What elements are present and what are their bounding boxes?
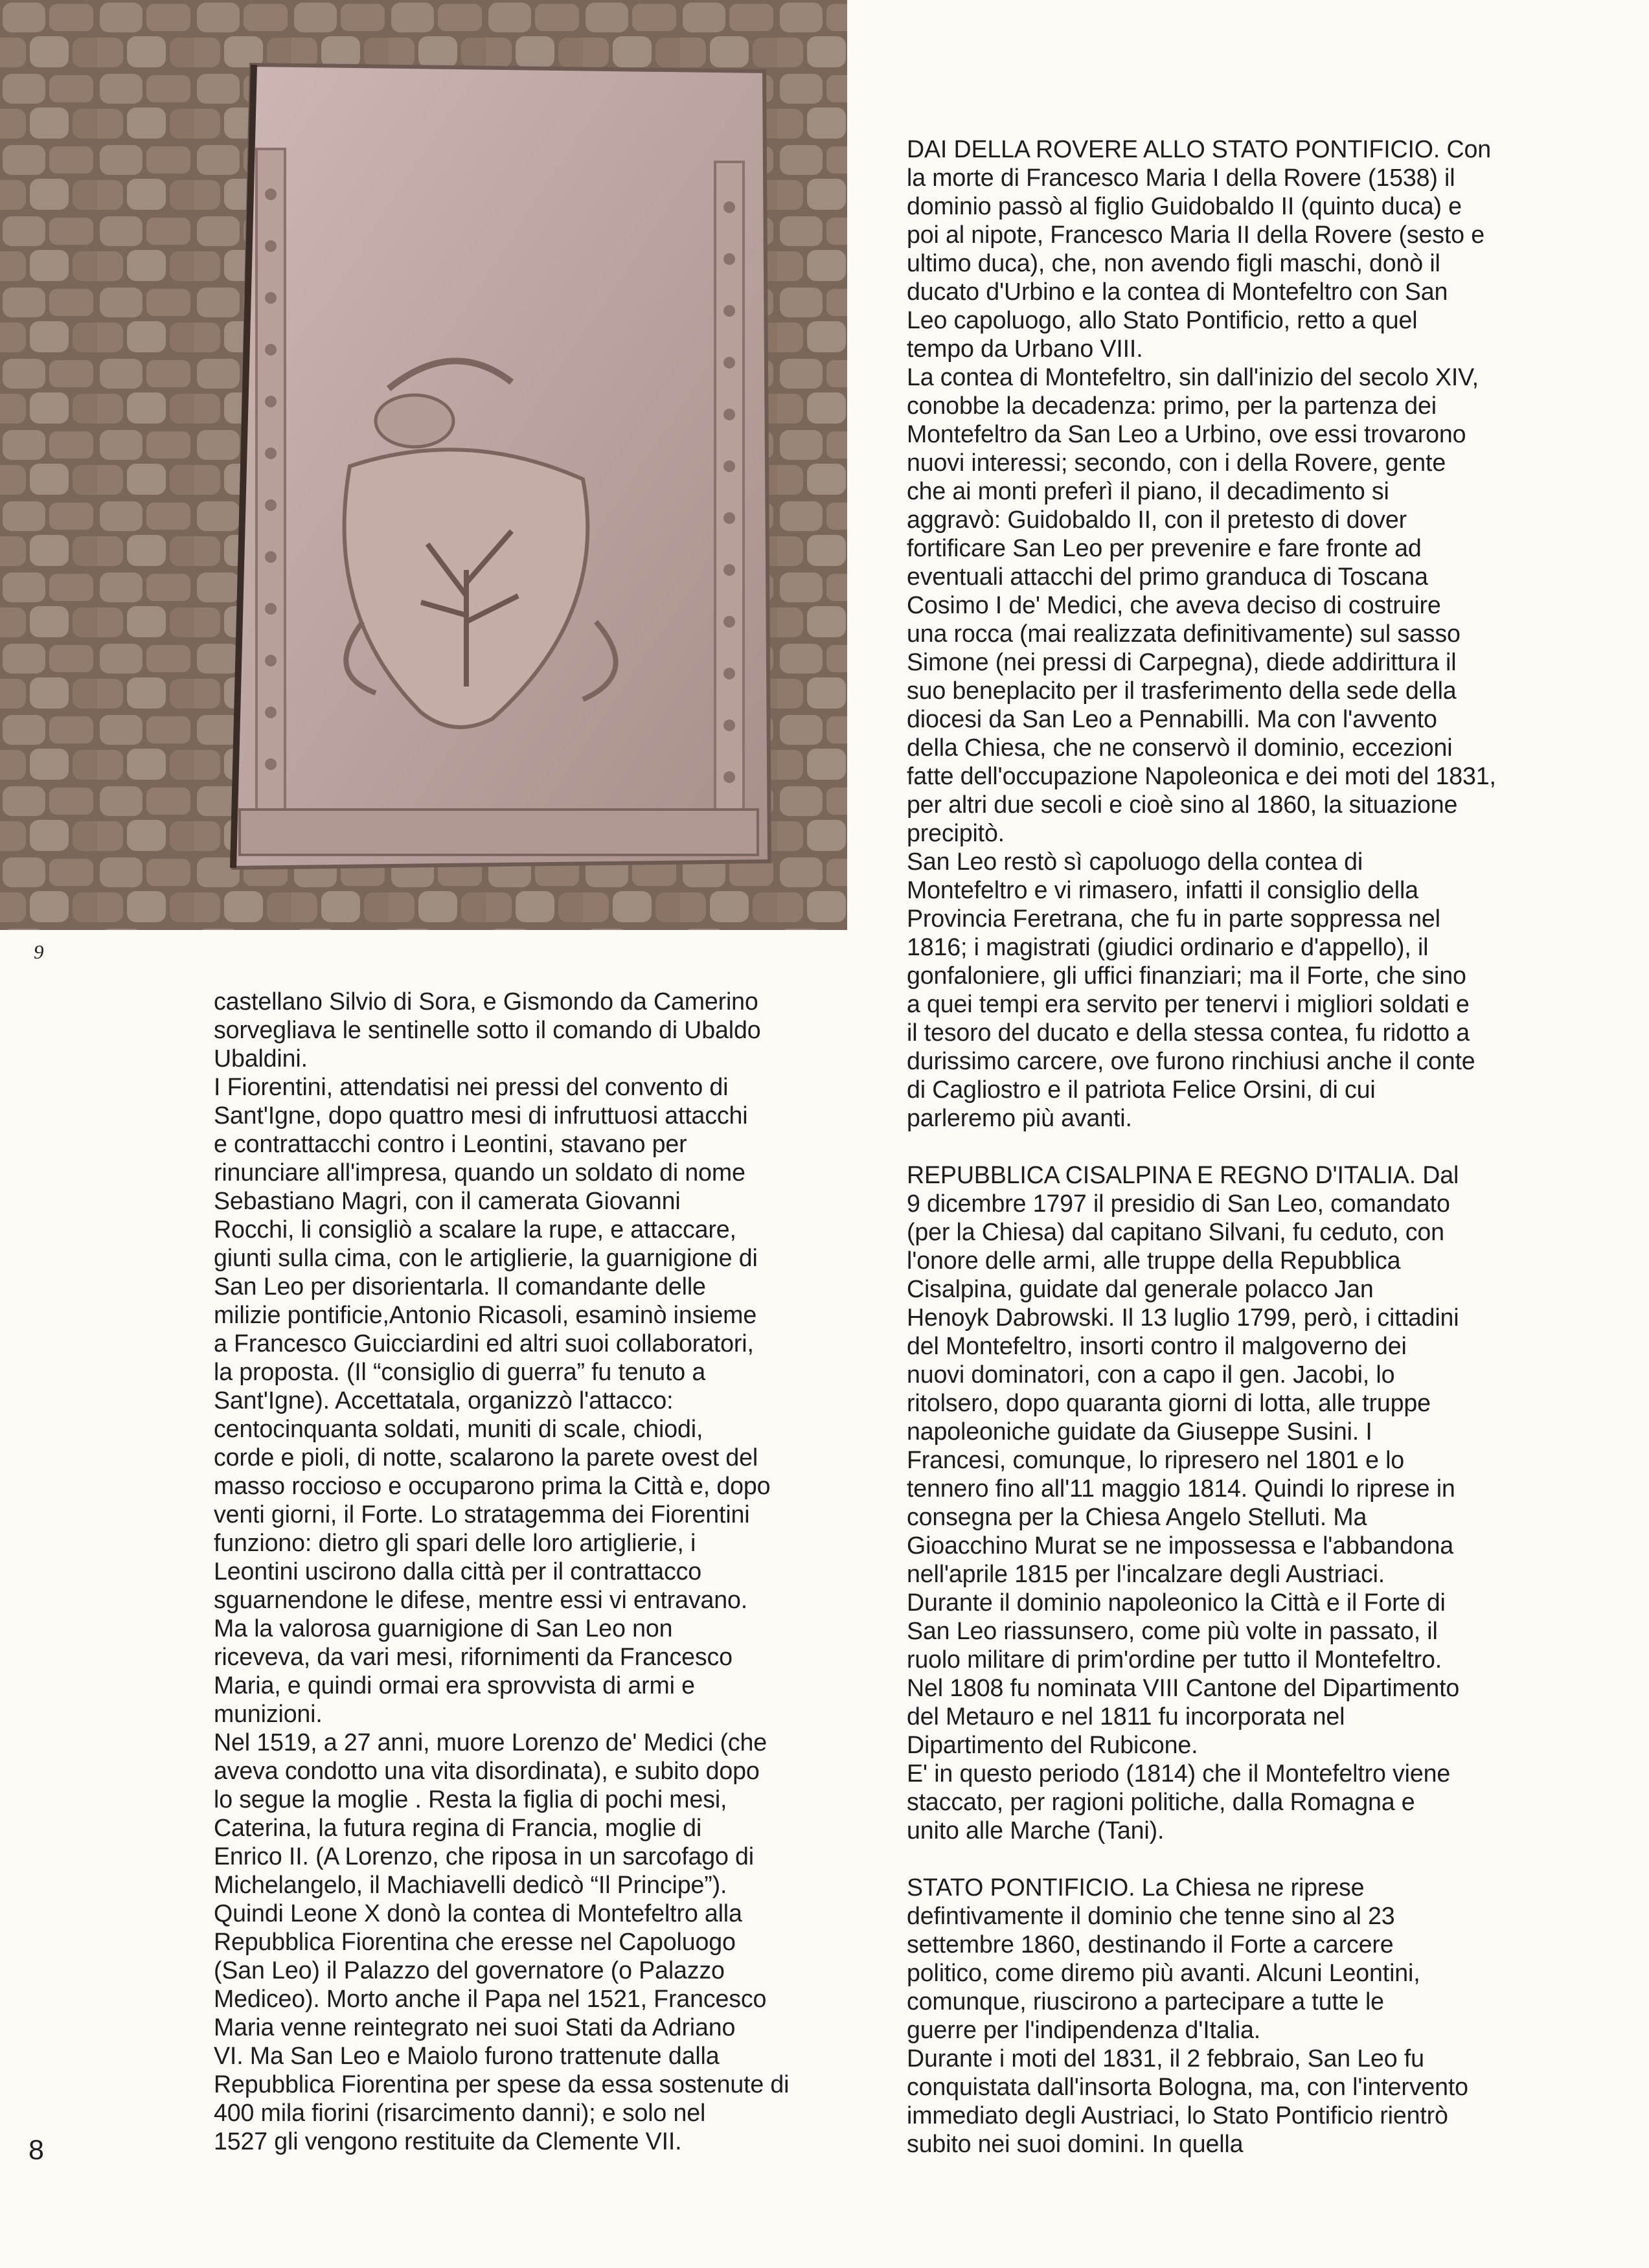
paragraph: castellano Silvio di Sora, e Gismondo da Camerino sorvegliava le sentinelle sotto il comando di Ubaldo Ubaldini. (214, 988, 761, 1072)
paragraph: Durante i moti del 1831, il 2 febbraio, San Leo fu conquistata dall'insorta Bologna, ma, con l'intervento immediato degli Austriaci, lo Stato Pontificio rientrò subito nei suoi domini. In quella (907, 2045, 1468, 2157)
right-column (907, 135, 1593, 2158)
paragraph: San Leo restò sì capoluogo della contea di Montefeltro e vi rimasero, infatti il consiglio della Provincia Feretrana, che fu in parte soppressa nel 1816; i magistrati (giudici ordinario e d'appello), il gonfaloniere, gli uffici finanziari; ma il Forte, che sino a quei tempi era servito per tenervi i migliori soldati e il tesoro del ducato e della stessa contea, fu ridotto a durissimo carcere, ove furono rinchiusi anche il conte di Cagliostro e il patriota Felice Orsini, di cui parleremo più avanti. (907, 848, 1475, 1131)
section-repubblica-cisalpina: REPUBBLICA CISALPINA E REGNO D'ITALIA. Dal 9 dicembre 1797 il presidio di San Leo, comandato (per la Chiesa) dal capitano Silvani, fu ceduto, con l'onore delle armi, alle truppe della Repubblica Cisalpina, guidate dal generale polacco Jan Henoyk Dabrowski. Il 13 luglio 1799, però, i cittadini del Montefeltro, insorti contro il malgoverno dei nuovi dominatori, con a capo il gen. Jacobi, lo ritolsero, dopo quaranta giorni di lotta, alle truppe napoleoniche guidate da Giuseppe Susini. I Francesi, comunque, lo ripresero nel 1801 e lo tennero fino all'11 maggio 1814. Quindi lo riprese in consegna per la Chiesa Angelo Stelluti. Ma Gioacchino Murat se ne impossessa e l'abbandona nell'aprile 1815 per l'incalzare degli Austriaci. Durante il dominio napoleonico la Città e il Forte di San Leo riassunsero, come più volte in passato, il ruolo militare di prim'ordine per tutto il Montefeltro. Nel 1808 fu nominata VIII Cantone del Dipartimento del Metauro e nel 1811 fu incorporata nel Dipartimento del Rubicone. (907, 1161, 1460, 1758)
left-column (214, 987, 868, 2155)
paragraph: I Fiorentini, attendatisi nei pressi del convento di Sant'Igne, dopo quattro mesi di infruttuosi attacchi e contrattacchi contro i Leontini, stavano per rinunciare all'impresa, quando un soldato di nome Sebastiano Magri, con il camerata Giovanni Rocchi, li consigliò a scalare la rupe, e attaccare, giunti sulla cima, con le artiglierie, la guarnigione di San Leo per disorientarla. Il comandante delle milizie pontificie,Antonio Ricasoli, esaminò insieme a Francesco Guicciardini ed altri suoi collaboratori, la proposta. (Il “consiglio di guerra” fu tenuto a Sant'Igne). Accettatala, organizzò l'attacco: centocinquanta soldati, muniti di scale, chiodi, corde e pioli, di notte, scalarono la parete ovest del masso roccioso e occuparono prima la Città e, dopo venti giorni, il Forte. Lo stratagemma dei Fiorentini funziono: dietro gli spari delle loro artiglierie, i Leontini uscirono dalla città per il contrattacco sguarnendone le difese, mentre essi vi entravano. Ma la valorosa guarnigione di San Leo non riceveva, da vari mesi, rifornimenti da Francesco Maria, e quindi ormai era sprovvista di armi e munizioni. (214, 1073, 771, 1727)
paragraph: Nel 1519, a 27 anni, muore Lorenzo de' Medici (che aveva condotto una vita disordinata), e subito dopo lo segue la moglie . Resta la figlia di pochi mesi, Caterina, la futura regina di Francia, moglie di Enrico II. (A Lorenzo, che riposa in un sarcofago di Michelangelo, il Machiavelli dedicò “Il Principe”). Quindi Leone X donò la contea di Montefeltro alla Repubblica Fiorentina che eresse nel Capoluogo (San Leo) il Palazzo del governatore (o Palazzo Mediceo). Morto anche il Papa nel 1521, Francesco Maria venne reintegrato nei suoi Stati da Adriano VI. Ma San Leo e Maiolo furono trattenute dalla Repubblica Fiorentina per spese da essa sostenute di 400 mila fiorini (risarcimento danni); e solo nel 1527 gli vengono restituite da Clemente VII. (214, 1729, 790, 2155)
figure-photo (0, 0, 847, 930)
section-stato-pontificio: STATO PONTIFICIO. La Chiesa ne riprese defintivamente il dominio che tenne sino al 23 settembre 1860, destinando il Forte a carcere politico, come diremo più avanti. Alcuni Leontini, comunque, riuscirono a partecipare a tutte le guerre per l'indipendenza d'Italia. (907, 1874, 1420, 2043)
paragraph: E' in questo periodo (1814) che il Montefeltro viene staccato, per ragioni politiche, dalla Romagna e unito alle Marche (Tani). (907, 1760, 1451, 1844)
stone-tablet-coat-of-arms-photo (0, 0, 847, 930)
section-gap (907, 1844, 1593, 1873)
section-dai-della-rovere: DAI DELLA ROVERE ALLO STATO PONTIFICIO. Con la morte di Francesco Maria I della Rovere (1538) il dominio passò al figlio Guidobaldo II (quinto duca) e poi al nipote, Francesco Maria II della Rovere (sesto e ultimo duca), che, non avendo figli maschi, donò il ducato d'Urbino e la contea di Montefeltro con San Leo capoluogo, allo Stato Pontificio, retto a quel tempo da Urbano VIII. (907, 135, 1491, 362)
section-gap (907, 1132, 1593, 1161)
figure-number: 9 (34, 940, 44, 963)
paragraph: La contea di Montefeltro, sin dall'inizio del secolo XIV, conobbe la decadenza: primo, per la partenza dei Montefeltro da San Leo a Urbino, ove essi trovarono nuovi interessi; secondo, con i della Rovere, gente che ai monti preferì il piano, il decadimento si aggravò: Guidobaldo II, con il pretesto di dover fortificare San Leo per prevenire e fare fronte ad eventuali attacchi del primo granduca di Toscana Cosimo I de' Medici, che aveva deciso di costruire una rocca (mai realizzata definitivamente) sul sasso Simone (nei pressi di Carpegna), diede addirittura il suo beneplacito per il trasferimento della sede della diocesi da San Leo a Pennabilli. Ma con l'avvento della Chiesa, che ne conservò il dominio, eccezioni fatte dell'occupazione Napoleonica e dei moti del 1831, per altri due secoli e cioè sino al 1860, la situazione precipitò. (907, 363, 1496, 846)
page-number: 8 (28, 2135, 44, 2166)
